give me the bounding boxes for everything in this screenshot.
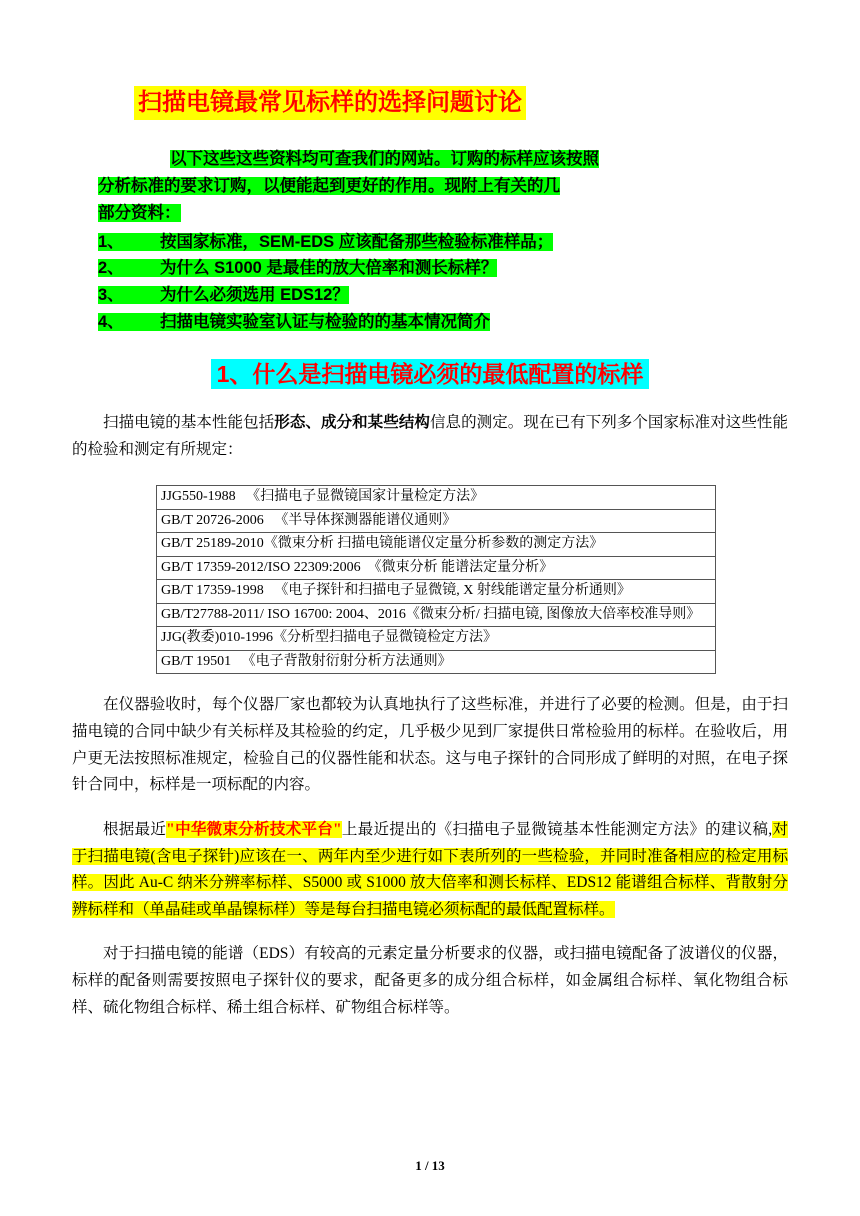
intro-line-3: 部分资料： [98,203,181,222]
section-heading-1: 1、什么是扫描电镜必须的最低配置的标样 [72,357,788,392]
intro-line-1: 以下这些这些资料均可查我们的网站。订购的标样应该按照 [170,150,599,169]
standard-row: JJG550-1988 《扫描电子显微镜国家计量检定方法》 [156,485,716,509]
standard-row: JJG(教委)010-1996《分析型扫描电子显微镜检定方法》 [156,626,716,650]
platform-name: "中华微束分析技术平台" [166,820,342,838]
intro-paragraph [98,146,788,226]
page-title: 扫描电镜最常见标样的选择问题讨论 [134,86,526,120]
standard-row: GB/T 25189-2010《微束分析 扫描电镜能谱仪定量分析参数的测定方法》 [156,532,716,556]
standard-row: GB/T27788-2011/ ISO 16700: 2004、2016《微束分析/ 扫描电镜, 图像放大倍率校准导则》 [156,603,716,627]
list-item: 3、 为什么必须选用 EDS12？ [98,285,349,304]
paragraph-2: 在仪器验收时，每个仪器厂家也都较为认真地执行了这些标准，并进行了必要的检测。但是，由于扫描电镜的合同中缺少有关标样及其检验的约定，几乎极少见到厂家提供日常检验用的标样。在验收后，用户更无法按照标准规定，检验自己的仪器性能和状态。这与电子探针的合同形成了鲜明的对照，在电子探针合同中，标样是一项标配的内容。 [72,696,788,794]
list-item: 2、 为什么 S1000 是最佳的放大倍率和测长标样？ [98,259,498,278]
list-item: 1、 按国家标准，SEM-EDS 应该配备那些检验标准样品； [98,232,554,251]
title-line [72,86,788,120]
topic-list [98,229,788,336]
paragraph-1: 扫描电镜的基本性能包括形态、成分和某些结构信息的测定。现在已有下列多个国家标准对这些性能的检验和测定有所规定： [72,413,788,458]
standards-list [156,485,716,674]
paragraph-3: 根据最近"中华微束分析技术平台"上最近提出的《扫描电子显微镜基本性能测定方法》的建议稿,对于扫描电镜(含电子探针)应该在一、两年内至少进行如下表所列的一些检验，并同时准备相应的检定用标样。因此 Au-C 纳米分辨率标样、S5000 或 S1000 放大倍率和测长标样、EDS12 能谱组合标样、背散射分辨标样和（单晶硅或单晶镍标样）等是每台扫描电镜必须标配的最低配置标样。 [72,820,788,918]
standard-row: GB/T 20726-2006 《半导体探测器能谱仪通则》 [156,509,716,533]
paragraph-4: 对于扫描电镜的能谱（EDS）有较高的元素定量分析要求的仪器，或扫描电镜配备了波谱仪的仪器，标样的配备则需要按照电子探针仪的要求，配备更多的成分组合标样，如金属组合标样、氧化物组合标样、硫化物组合标样、稀土组合标样、矿物组合标样等。 [72,945,788,1016]
standard-row: GB/T 17359-2012/ISO 22309:2006 《微束分析 能谱法定量分析》 [156,556,716,580]
standard-row: GB/T 19501 《电子背散射衍射分析方法通则》 [156,650,716,675]
intro-line-2: 分析标准的要求订购，以便能起到更好的作用。现附上有关的几 [98,177,560,196]
list-item: 4、 扫描电镜实验室认证与检验的的基本情况简介 [98,312,490,331]
page-number: 1 / 13 [415,1158,445,1173]
standard-row: GB/T 17359-1998 《电子探针和扫描电子显微镜, X 射线能谱定量分析通则》 [156,579,716,603]
